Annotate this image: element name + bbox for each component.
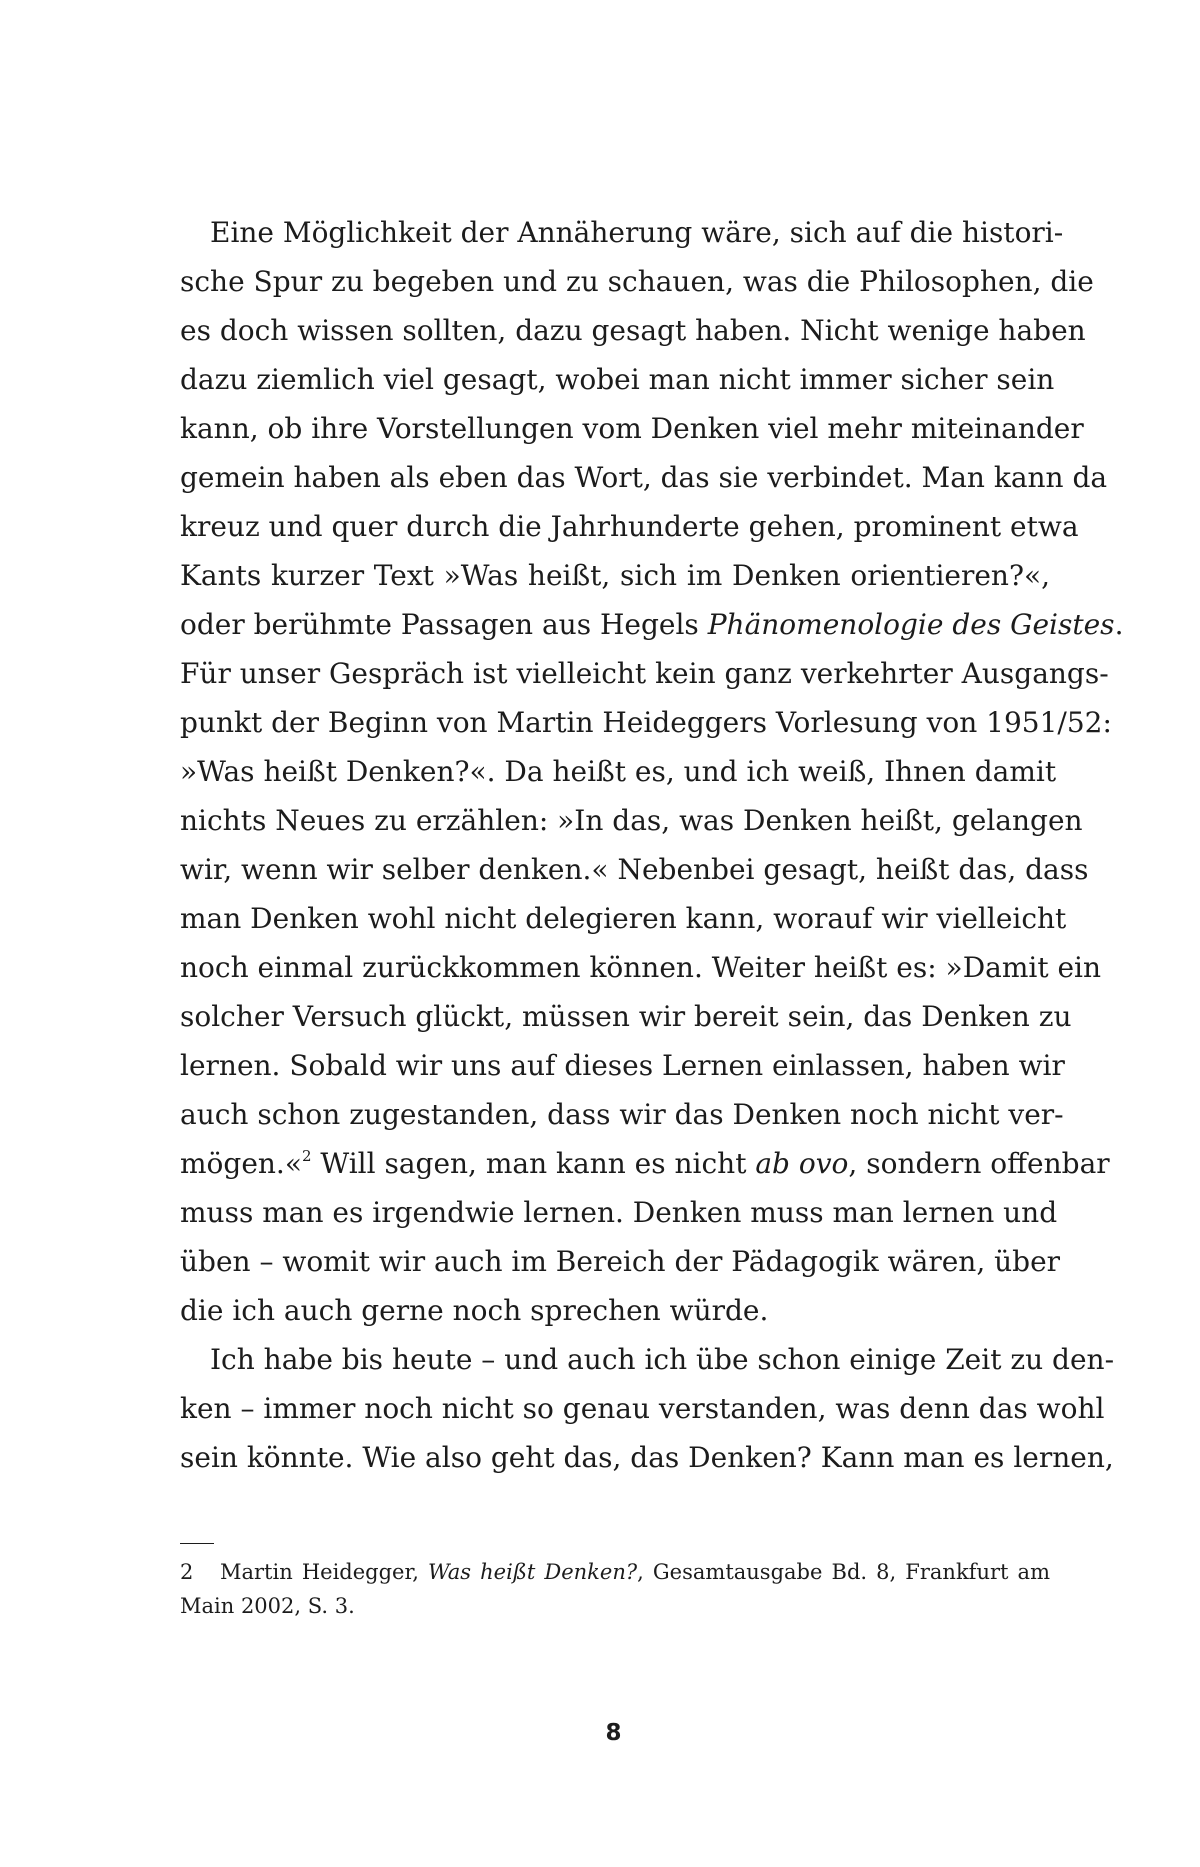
text-line: »Was heißt Denken?«. Da heißt es, und ich weiß, Ihnen damit (180, 755, 1057, 788)
text-line: Kants kurzer Text »Was heißt, sich im Denken orientieren?«, (180, 559, 1050, 592)
text-line: nichts Neues zu erzählen: »In das, was Denken heißt, gelangen (180, 804, 1083, 837)
text-line: sche Spur zu begeben und zu schauen, was die Philosophen, die (180, 265, 1094, 298)
text-line: auch schon zugestanden, dass wir das Denken noch nicht ver- (180, 1098, 1064, 1131)
text-line: noch einmal zurückkommen können. Weiter heißt es: »Damit ein (180, 951, 1102, 984)
footnote (180, 1555, 1050, 1623)
text-line: oder berühmte Passagen aus Hegels Phänomenologie des Geistes. (180, 608, 1124, 641)
paragraph-2 (180, 1335, 1115, 1482)
footnote-separator (180, 1543, 214, 1544)
book-title-italic: Phänomenologie des Geistes (707, 608, 1115, 641)
text-line: es doch wissen sollten, dazu gesagt haben. Nicht wenige haben (180, 314, 1086, 347)
text-line: solcher Versuch glückt, müssen wir bereit sein, das Denken zu (180, 1000, 1072, 1033)
text-line: gemein haben als eben das Wort, das sie verbindet. Man kann da (180, 461, 1108, 494)
text-line: ken – immer noch nicht so genau verstanden, was denn das wohl (180, 1392, 1105, 1425)
footnote-reference[interactable]: 2 (301, 1147, 312, 1165)
text-line: wir, wenn wir selber denken.« Nebenbei gesagt, heißt das, dass (180, 853, 1089, 886)
text-line: lernen. Sobald wir uns auf dieses Lernen einlassen, haben wir (180, 1049, 1065, 1082)
text-line: Eine Möglichkeit der Annäherung wäre, sich auf die histori- (210, 216, 1064, 249)
text-line: kann, ob ihre Vorstellungen vom Denken viel mehr miteinander (180, 412, 1084, 445)
body-text (180, 208, 1124, 1482)
text-line: man Denken wohl nicht delegieren kann, worauf wir vielleicht (180, 902, 1067, 935)
text-line: kreuz und quer durch die Jahrhunderte gehen, prominent etwa (180, 510, 1079, 543)
text-line: muss man es irgendwie lernen. Denken muss man lernen und (180, 1196, 1058, 1229)
text-line: Ich habe bis heute – und auch ich übe schon einige Zeit zu den- (210, 1343, 1115, 1376)
page-number: 8 (605, 1720, 622, 1746)
text-line: mögen.«$^2$ Will sagen, man kann es nicht ab ovo, sondern offenbar (180, 1147, 1110, 1180)
text-line: sein könnte. Wie also geht das, das Denken? Kann man es lernen, (180, 1441, 1114, 1474)
text-line: die ich auch gerne noch sprechen würde. (180, 1294, 769, 1327)
footnote-number: 2 (180, 1560, 194, 1584)
text-line: punkt der Beginn von Martin Heideggers Vorlesung von 1951/52: (180, 706, 1112, 739)
footnote-line: 2 Martin Heidegger, Was heißt Denken?, Gesamtausgabe Bd. 8, Frankfurt am (180, 1555, 1050, 1589)
latin-phrase-italic: ab ovo (755, 1147, 849, 1180)
text-line: üben – womit wir auch im Bereich der Pädagogik wären, über (180, 1245, 1061, 1278)
text-line: dazu ziemlich viel gesagt, wobei man nicht immer sicher sein (180, 363, 1055, 396)
footnote-title-italic: Was heißt Denken? (428, 1560, 638, 1584)
footnote-line: Main 2002, S. 3. (180, 1594, 355, 1618)
paragraph-1 (180, 208, 1124, 1335)
text-line: Für unser Gespräch ist vielleicht kein ganz verkehrter Ausgangs- (180, 657, 1109, 690)
